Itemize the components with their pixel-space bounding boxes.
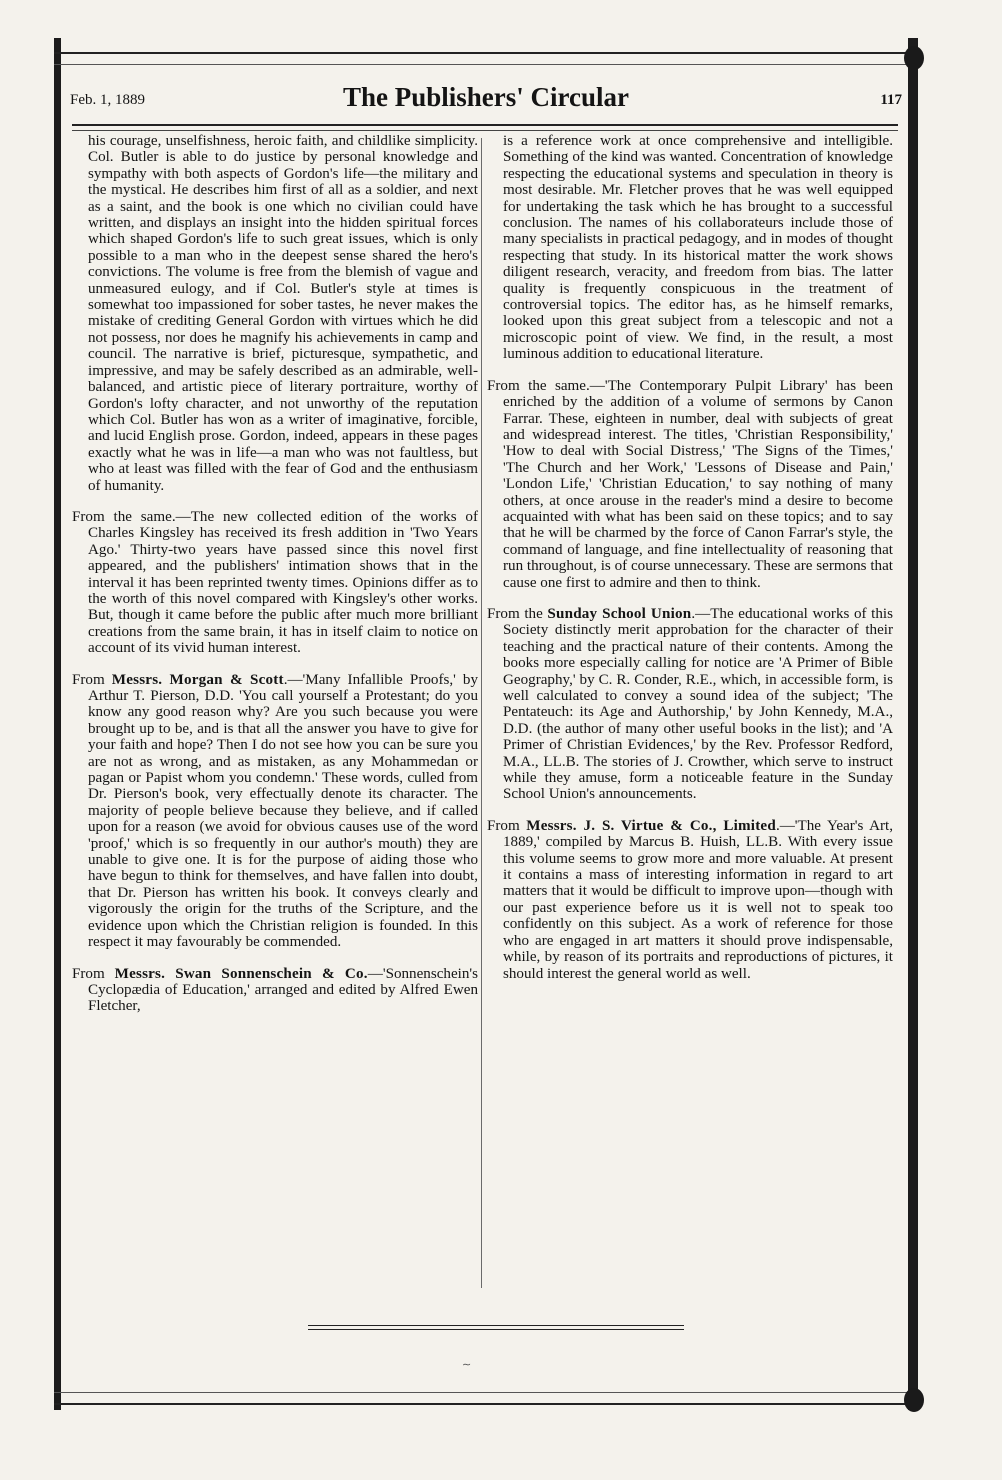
right-column [487, 133, 893, 982]
footer-rule-lower [308, 1329, 684, 1330]
review-kingsley: From the same.—The new collected edition of the works of Charles Kingsley has received its fresh addition in 'Two Years Ago.' Thirty-two years have passed since this novel first appeared, and the publishers' intimation shows that in the interval it has been reprinted twenty times. Opinions differ as to the worth of this novel compared with Kingsley's other works. But, though it came before the public after much more brilliant creations from the same brain, it has in itself claim to notice on account of its vivid human interest. [72, 508, 478, 657]
review-body: .—'Many Infallible Proofs,' by Arthur T. Pierson, D.D. 'You call yourself a Protestant; do you know any good reason why? Are you such because you were brought up to be, and is that all the answer you have to give for your faith and hope? Then I do not see how you can be sure you are not as wrong, and as mistaken, as any Mohammedan or pagan or Papist whom you condemn.' These words, culled from Dr. Pierson's book, very effectually denote its character. The majority of people believe because they believe, and if called upon for a reason (we avoid for obvious causes use of the word 'proof,' which is so frequently in our author's mouth) they are unable to give one. It is for the purpose of aiding those who have begun to think for themselves, and have fallen into doubt, that Dr. Pierson has written his book. It conveys clearly and vigorously the origin for the truths of the Scripture, and the evidence upon which the Christian religion is founded. In this respect it may favourably be commended. [88, 671, 478, 951]
top-border-rule [54, 52, 916, 65]
page-edge-left [54, 38, 61, 1410]
review-body: .—The educational works of this Society distinctly merit approbation for the character of their teaching and the practical nature of their contents. Among the books more especially calling for notice are 'A Primer of Bible Geography,' by C. R. Conder, R.E., which, in accessible form, is well calculated to convey a sound idea of the subject; 'The Pentateuch: its Age and Authorship,' by John Kennedy, M.A., D.D. (the author of many other useful books in the list); and 'A Primer of Christian Evidences,' by the Rev. Professor Redford, M.A., LL.B. The stories of J. Crowther, which serve to instruct while they amuse, form a noticeable feature in the Sunday School Union's announcements. [503, 605, 893, 803]
publisher-name: Messrs. J. S. Virtue & Co., Limited [526, 817, 776, 834]
review-sunday-school-union [487, 606, 893, 803]
issue-date: Feb. 1, 1889 [70, 92, 145, 108]
review-from: From [72, 965, 105, 982]
header-rule [72, 124, 898, 131]
page-edge-right [908, 38, 918, 1410]
bottom-border-rule [54, 1392, 916, 1405]
review-sonnenschein [72, 966, 478, 1015]
publisher-name: Messrs. Morgan & Scott [111, 671, 284, 688]
review-cyclopaedia-continued: is a reference work at once comprehensive and intelligible. Something of the kind was wanted. Concentration of knowledge respecting the educational systems and speculation in theory is most desirable. Mr. Fletcher proves that he was well equipped for undertaking the task which he has brought to a successful conclusion. The names of his collaborateurs include those of many specialists in practical pedagogy, and in modes of thought respecting that study. In its historical matter the work shows diligent research, veracity, and freedom from bias. The latter quality is frequently conspicuous in the treatment of controversial topics. The editor has, as he himself remarks, looked upon this great subject from a telescopic and not a microscopic point of view. We find, in the result, a most luminous addition to educational literature. [503, 133, 893, 363]
corner-ornament-top [904, 46, 924, 70]
column-divider [481, 138, 482, 1288]
page-number: 117 [880, 92, 902, 108]
corner-ornament-bottom [904, 1388, 924, 1412]
footer-rule-upper [308, 1325, 684, 1326]
footer-ornament: ∼ [462, 1358, 472, 1371]
left-column [72, 133, 478, 1015]
review-morgan-scott [72, 672, 478, 951]
review-body: —'Sonnenschein's Cyclopædia of Education,' arranged and edited by Alfred Ewen Fletcher, [88, 965, 478, 1015]
review-from: From [487, 817, 520, 834]
page-header [70, 78, 902, 118]
review-virtue [487, 818, 893, 982]
review-from: From [72, 671, 105, 688]
publisher-name: Sunday School Union [547, 605, 692, 622]
review-from: From the [487, 605, 543, 622]
review-body: .—'The Year's Art, 1889,' compiled by Marcus B. Huish, LL.B. With every issue this volume seems to grow more and more valuable. At present it contains a mass of interesting information in regard to art matters that it would be difficult to improve upon—though with our past experience before us it is well not to speak too confidently on this subject. As a work of reference for those who are engaged in art matters it should prove indispensable, while, by reason of its portraits and reproductions of pictures, it should interest the general world as well. [503, 817, 894, 982]
publisher-name: Messrs. Swan Sonnenschein & Co. [114, 965, 368, 982]
publication-title: The Publishers' Circular [342, 82, 630, 112]
review-continued: his courage, unselfishness, heroic faith, and childlike simplicity. Col. Butler is able to do justice by personal knowledge and sympathy with both aspects of Gordon's life—the military and the mystical. He describes him first of all as a soldier, and next as a saint, and the book is one which no civilian could have written, and displays an insight into the hidden spiritual forces which shaped Gordon's life to such great issues, which is only possible to a man who in the deepest sense shared the hero's convictions. The volume is free from the blemish of vague and unmeasured eulogy, and if Col. Butler's style at times is somewhat too impassioned for sober tastes, he never makes the mistake of crediting General Gordon with virtues which he did not possess, nor does he magnify his achievements in camp and council. The narrative is brief, picturesque, sympathetic, and impressive, and may be safely described as an admirable, well-balanced, and artistic piece of literary portraiture, worthy of Gordon's lofty character, and not unworthy of the reputation which Col. Butler has won as a writer of imaginative, forcible, and lucid English prose. Gordon, indeed, appears in these pages exactly what he was in life—a man who was not faultless, but who at least was filled with the fear of God and the enthusiasm of humanity. [88, 133, 478, 494]
review-farrar-sermons: From the same.—'The Contemporary Pulpit Library' has been enriched by the addition of a volume of sermons by Canon Farrar. These, eighteen in number, deal with subjects of great and widespread interest. The titles, 'Christian Responsibility,' 'How to deal with Social Distress,' 'The Signs of the Times,' 'The Church and her Work,' 'Lessons of Disease and Pain,' 'London Life,' 'Christian Education,' to say nothing of many others, at once arouse in the reader's mind a desire to become acquainted with what has been said on these topics; and to say that he will be charmed by the force of Canon Farrar's style, the command of language, and fine intellectuality of reasoning that run throughout, is of course unnecessary. These are sermons that cause one first to admire and then to think. [487, 377, 893, 591]
